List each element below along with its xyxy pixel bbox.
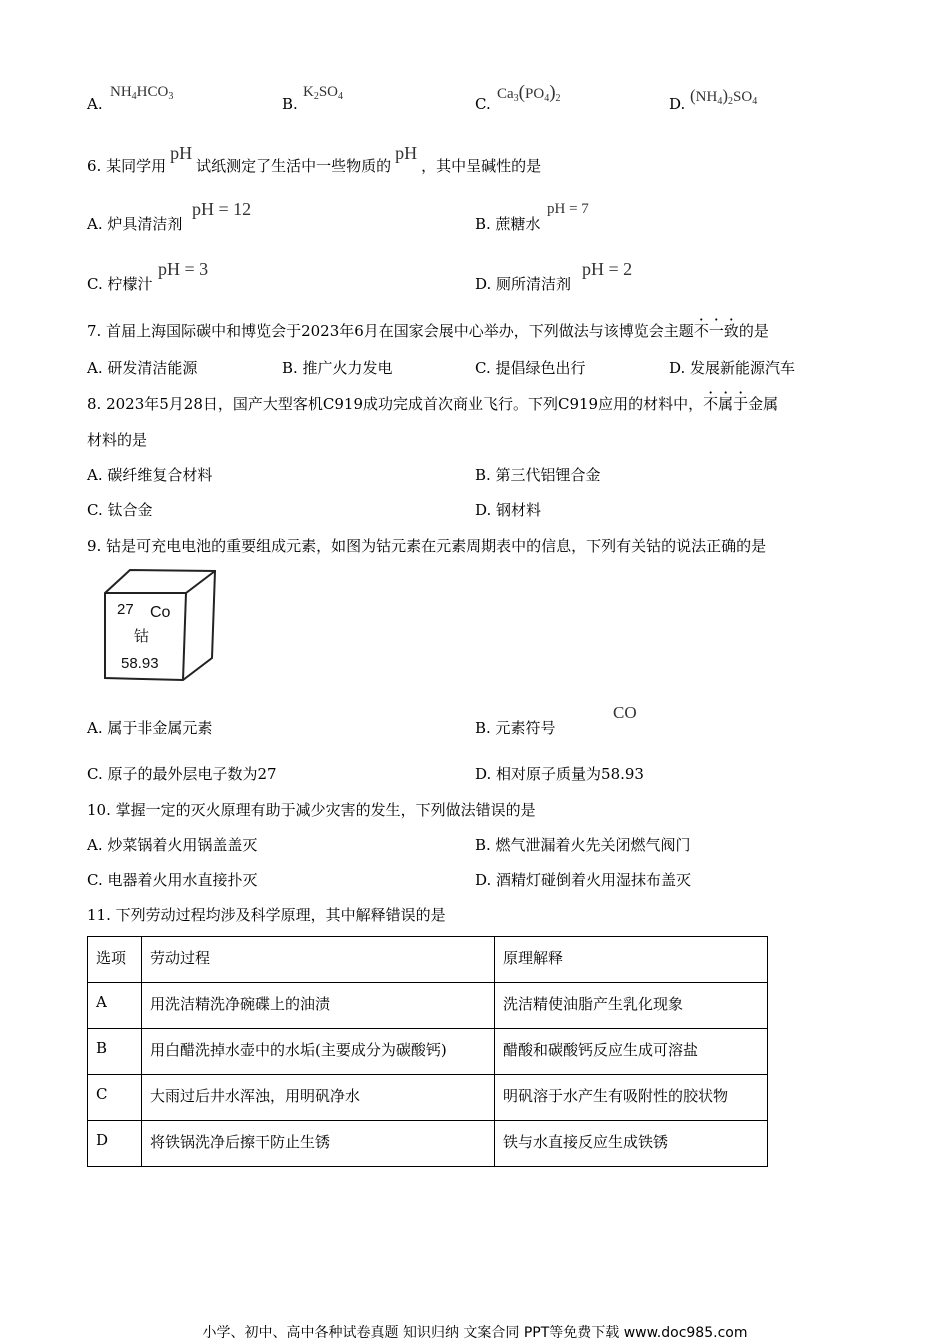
q10-stem: 10. 掌握一定的灭火原理有助于减少灾害的发生，下列做法错误的是 bbox=[87, 801, 536, 819]
q7-option-b: B. 推广火力发电 bbox=[282, 359, 393, 377]
q6-value-a: pH = 12 bbox=[192, 199, 252, 219]
table-header-cell: 劳动过程 bbox=[142, 937, 495, 983]
q5-option-a bbox=[87, 94, 103, 114]
q6-stem bbox=[87, 143, 542, 176]
ph-term: pH bbox=[170, 143, 193, 163]
table-cell: 用白醋洗掉水壶中的水垢(主要成分为碳酸钙) bbox=[142, 1029, 495, 1075]
q11-stem: 11. 下列劳动过程均涉及科学原理，其中解释错误的是 bbox=[87, 906, 446, 924]
table-header-cell: 原理解释 bbox=[495, 937, 768, 983]
q8-option-d: D. 钢材料 bbox=[475, 501, 542, 519]
atomic-number: 27 bbox=[117, 601, 134, 618]
q6-option-d bbox=[475, 274, 571, 294]
option-letter: B. bbox=[282, 95, 298, 113]
element-card-drawing bbox=[100, 568, 220, 683]
q8-stem-text: 8. 2023年5月28日，国产大型客机C919成功完成首次商业飞行。下列C919应用的材料中， bbox=[87, 395, 704, 413]
table-cell: A bbox=[88, 983, 142, 1029]
option-label: B. 蔗糖水 bbox=[475, 215, 541, 233]
q10-option-c: C. 电器着火用水直接扑灭 bbox=[87, 871, 258, 889]
q7-option-a: A. 研发清洁能源 bbox=[87, 359, 198, 377]
q8-option-a: A. 碳纤维复合材料 bbox=[87, 466, 213, 484]
q5-formula-b: $K_2SO_4$ bbox=[303, 84, 344, 102]
page-footer: 小学、初中、高中各种试卷真题 知识归纳 文案合同 PPT等免费下载 www.doc985.com bbox=[202, 1325, 748, 1341]
q8-stem-text: 金属 bbox=[748, 395, 779, 413]
q9-option-b bbox=[475, 718, 556, 738]
q7-stem bbox=[87, 321, 769, 341]
q6-option-c bbox=[87, 274, 152, 294]
q9-option-c: C. 原子的最外层电子数为27 bbox=[87, 765, 277, 783]
q9-value-b: CO bbox=[613, 703, 637, 722]
option-letter: A. bbox=[87, 95, 103, 113]
table-cell: 醋酸和碳酸钙反应生成可溶盐 bbox=[495, 1029, 768, 1075]
option-label: C. 柠檬汁 bbox=[87, 275, 153, 293]
table-cell: C bbox=[88, 1075, 142, 1121]
emphasis-char: 不 bbox=[703, 395, 719, 413]
q9-stem: 9. 钴是可充电电池的重要组成元素，如图为钴元素在元素周期表中的信息，下列有关钴的说法正确的是 bbox=[87, 537, 767, 555]
q6-value-b: pH = 7 bbox=[547, 201, 589, 217]
q5-option-b bbox=[282, 94, 298, 114]
option-label: A. 炉具清洁剂 bbox=[87, 215, 183, 233]
element-name: 钴 bbox=[134, 627, 150, 645]
q10-option-d: D. 酒精灯碰倒着火用湿抹布盖灭 bbox=[475, 871, 692, 889]
table-cell: 用洗洁精洗净碗碟上的油渍 bbox=[142, 983, 495, 1029]
q6-stem-part: ，其中呈碱性的是 bbox=[421, 157, 542, 175]
emphasis-char: 一 bbox=[708, 322, 724, 340]
q6-value-d: pH = 2 bbox=[582, 259, 633, 279]
table-cell: 将铁锅洗净后擦干防止生锈 bbox=[142, 1121, 495, 1167]
option-label: B. 元素符号 bbox=[475, 719, 556, 737]
option-letter: D. bbox=[669, 95, 686, 113]
table-row bbox=[88, 983, 768, 1029]
table-header-cell: 选项 bbox=[88, 937, 142, 983]
option-label: D. 厕所清洁剂 bbox=[475, 275, 572, 293]
table-cell: 明矾溶于水产生有吸附性的胶状物 bbox=[495, 1075, 768, 1121]
q6-stem-part: 6. 某同学用 bbox=[87, 157, 167, 175]
q6-value-c: pH = 3 bbox=[158, 259, 209, 279]
table-header-row bbox=[88, 937, 768, 983]
emphasis-char: 于 bbox=[733, 395, 749, 413]
q5-formula-d: $(NH_4)_2SO_4$ bbox=[690, 86, 758, 107]
q9-option-a: A. 属于非金属元素 bbox=[87, 719, 213, 737]
option-letter: C. bbox=[475, 95, 491, 113]
q8-option-c: C. 钛合金 bbox=[87, 501, 153, 519]
ph-term: pH bbox=[395, 143, 418, 163]
q8-stem-line2: 材料的是 bbox=[87, 431, 148, 449]
q8-stem bbox=[87, 394, 778, 414]
table-cell: 大雨过后井水浑浊，用明矾净水 bbox=[142, 1075, 495, 1121]
q7-option-c: C. 提倡绿色出行 bbox=[475, 359, 586, 377]
q10-option-a: A. 炒菜锅着火用锅盖盖灭 bbox=[87, 836, 258, 854]
table-row bbox=[88, 1075, 768, 1121]
q7-option-d: D. 发展新能源汽车 bbox=[669, 359, 796, 377]
table-cell: 洗洁精使油脂产生乳化现象 bbox=[495, 983, 768, 1029]
emphasis-char: 属 bbox=[718, 395, 734, 413]
table-cell: 铁与水直接反应生成铁锈 bbox=[495, 1121, 768, 1167]
q7-stem-text: 的是 bbox=[738, 322, 769, 340]
table-cell: D bbox=[88, 1121, 142, 1167]
q10-option-b: B. 燃气泄漏着火先关闭燃气阀门 bbox=[475, 836, 691, 854]
emphasis-char: 不 bbox=[693, 322, 709, 340]
element-symbol: Co bbox=[150, 604, 171, 621]
q7-stem-text: 7. 首届上海国际碳中和博览会于2023年6月在国家会展中心举办，下列做法与该博览会主题 bbox=[87, 322, 694, 340]
q5-formula-a: $NH_4HCO_3$ bbox=[110, 84, 174, 102]
table-row bbox=[88, 1121, 768, 1167]
table-cell: B bbox=[88, 1029, 142, 1075]
table-row bbox=[88, 1029, 768, 1075]
q6-option-a bbox=[87, 214, 182, 234]
atomic-mass: 58.93 bbox=[121, 655, 159, 672]
q5-formula-c: $Ca_3(PO_4)_2$ bbox=[497, 82, 561, 104]
q5-option-c bbox=[475, 94, 491, 114]
q6-option-b bbox=[475, 214, 541, 234]
q5-option-d bbox=[669, 94, 685, 114]
q9-option-d: D. 相对原子质量为58.93 bbox=[475, 765, 644, 783]
q6-stem-part: 试纸测定了生活中一些物质的 bbox=[196, 157, 392, 175]
q11-table bbox=[87, 936, 768, 1167]
q8-option-b: B. 第三代铝锂合金 bbox=[475, 466, 601, 484]
emphasis-char: 致 bbox=[723, 322, 739, 340]
element-card-cobalt bbox=[100, 568, 220, 687]
